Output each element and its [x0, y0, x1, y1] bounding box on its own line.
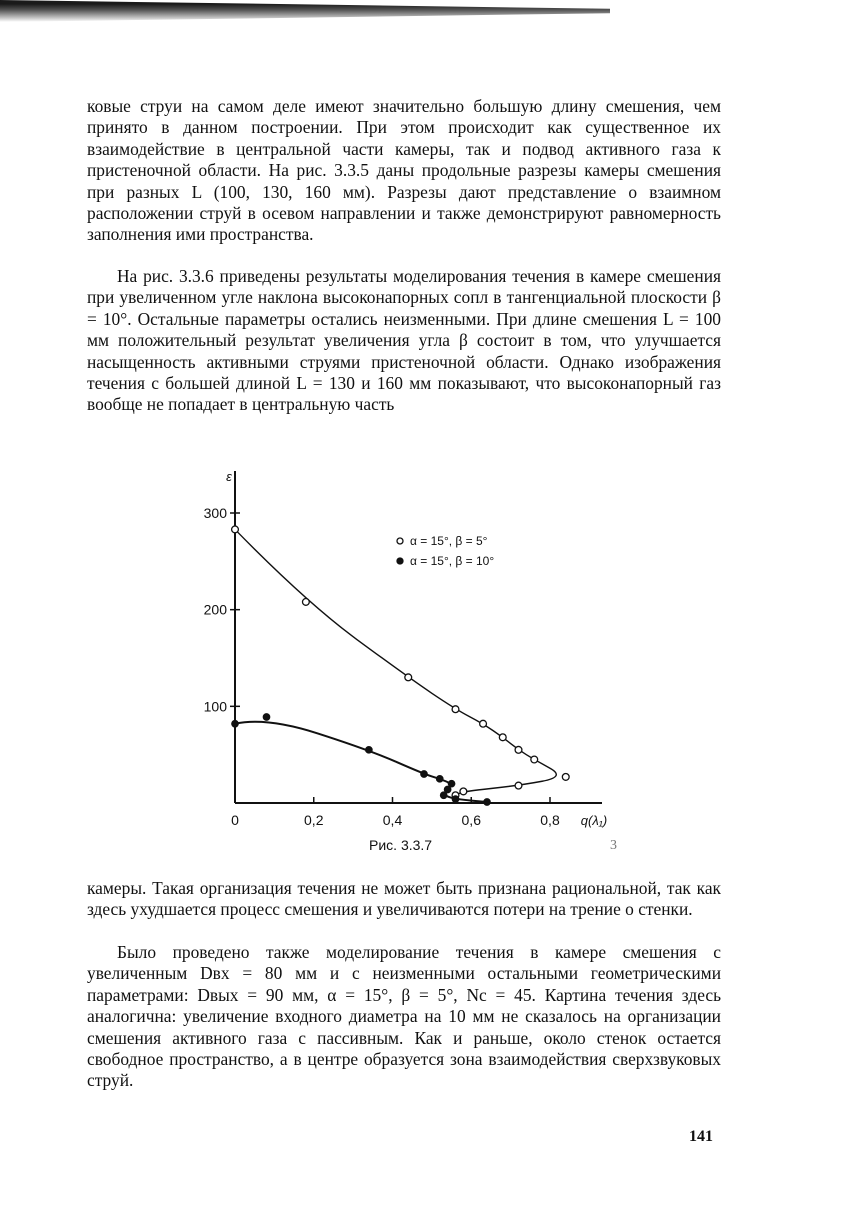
x-tick-label: 0,6 — [461, 812, 481, 828]
series-2-point — [421, 771, 427, 777]
page-number: 141 — [689, 1128, 713, 1145]
x-tick-label: 0,8 — [540, 812, 560, 828]
figure-3-3-7 — [180, 455, 620, 855]
series-2-point — [452, 796, 458, 802]
figure-caption: Рис. 3.3.7 — [369, 837, 433, 853]
series-1-point — [499, 734, 506, 741]
x-axis-label: q(λ₁) — [580, 813, 608, 828]
scan-edge-shadow — [0, 0, 610, 22]
x-tick-label: 0,4 — [382, 812, 403, 828]
legend-label-2: α = 15°, β = 10° — [410, 554, 495, 568]
y-tick-label: 100 — [203, 698, 227, 715]
series-1-point — [460, 788, 467, 795]
series-2-point — [484, 799, 490, 805]
series-1-point — [302, 599, 309, 606]
series-2-point — [263, 714, 269, 720]
legend-label-1: α = 15°, β = 5° — [410, 534, 488, 548]
series-1-point — [232, 526, 239, 533]
series-2-point — [232, 721, 238, 727]
series-2-point — [366, 747, 372, 753]
series-2-point — [448, 780, 454, 786]
series-1-point — [531, 756, 538, 763]
series-2-point — [444, 786, 450, 792]
series-1-point — [452, 706, 459, 713]
paragraph-4: Было проведено также моделирование течения в камере смешения с увеличенным Dвх = 80 мм и с неизменными остальными геометрическими параметрами: Dвых = 90 мм, α = 15°, β = 5°, Nс = 45. Картина течения здесь аналогична: увеличение входного диаметра на 10 мм не сказалось на организации смешения активного газа с пассивным. Как и раньше, около стенок остается свободное пространство, а в центре образуется зона взаимодействия сверхзвуковых струй. — [87, 942, 721, 1091]
paragraph-1: ковые струи на самом деле имеют значительно большую длину смешения, чем принято в данном построении. При этом происходит как существенное их взаимодействие в центральной части камеры, так и подвод активного газа к пристеночной области. На рис. 3.3.5 даны продольные разрезы камеры смешения при разных L (100, 130, 160 мм). Разрезы дают представление о взаимном расположении струй в осевом направлении и также демонстрируют равномерность заполнения ими пространства. — [87, 96, 721, 245]
series-1-point — [405, 674, 412, 681]
x-tick-label: 0,2 — [304, 812, 324, 828]
series-2-point — [437, 776, 443, 782]
series-1-point — [515, 746, 522, 753]
y-tick-label: 200 — [203, 601, 227, 618]
paragraph-3: камеры. Такая организация течения не может быть признана рациональной, так как здесь ухудшается процесс смешения и увеличиваются потери на трение о стенки. — [87, 878, 721, 920]
chart-svg — [180, 455, 620, 855]
series-2-point — [440, 792, 446, 798]
series-1-line — [235, 529, 556, 795]
y-tick-label: 300 — [203, 505, 227, 521]
paragraph-2: На рис. 3.3.6 приведены результаты моделирования течения в камере смешения при увеличенном угле наклона высоконапорных сопл в тангенциальной плоскости β = 10°. Остальные параметры остались неизменными. При длине смешения L = 100 мм положительный результат увеличения угла β состоит в том, что улучшается насыщенность активными струями пристеночной области. Однако изображения течения с большей длиной L = 130 и 160 мм показывают, что высоконапорный газ вообще не попадает в центральную часть — [87, 266, 721, 415]
y-axis-label: ε — [226, 469, 232, 484]
stray-scan-mark: 3 — [610, 838, 617, 853]
legend-marker-2 — [397, 558, 403, 564]
x-tick-label: 0 — [231, 812, 239, 828]
legend-marker-1 — [397, 538, 403, 544]
series-1-point — [480, 720, 487, 727]
series-1-point — [515, 782, 522, 789]
series-1-point — [562, 774, 569, 781]
